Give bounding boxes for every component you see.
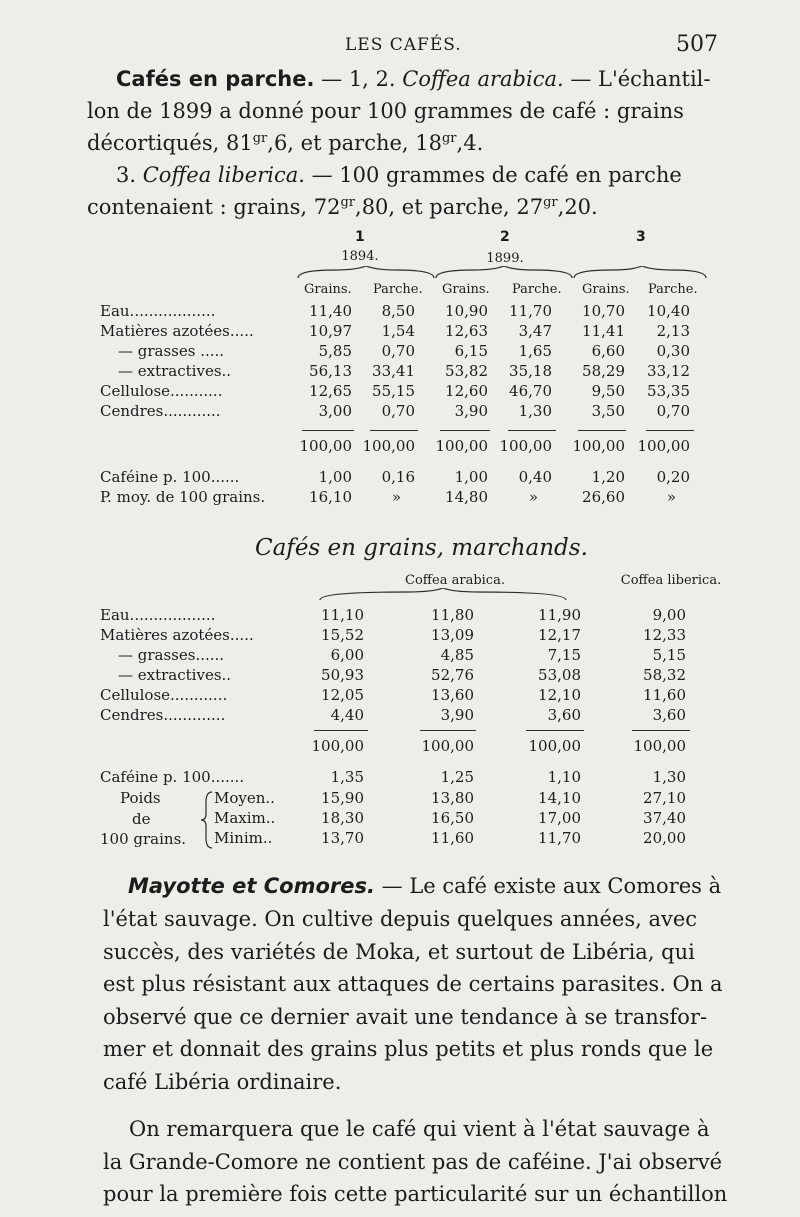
mayotte-line: observé que ce dernier avait une tendance à se transfor- bbox=[103, 1004, 708, 1029]
cell-value: 12,65 bbox=[309, 382, 352, 400]
cell-value: 11,80 bbox=[431, 606, 474, 624]
cell-value: 1,30 bbox=[652, 768, 686, 786]
cell-value: 12,10 bbox=[538, 686, 581, 704]
cell-value: 11,40 bbox=[309, 302, 352, 320]
cell-value: » bbox=[528, 488, 538, 506]
cell-value: 12,33 bbox=[643, 626, 686, 644]
sum-rule bbox=[370, 430, 418, 431]
cell-value: 1,20 bbox=[591, 468, 625, 486]
col-index-1: 1 bbox=[355, 229, 365, 245]
cell-value: 37,40 bbox=[643, 809, 686, 827]
cell-value: 1,25 bbox=[440, 768, 474, 786]
cell-value: 5,85 bbox=[318, 342, 352, 360]
group-coffea-liberica: Coffea liberica. bbox=[620, 573, 722, 588]
closing-line: pour la première fois cette particularité sur un échantillon bbox=[103, 1182, 728, 1206]
cell-value: 10,70 bbox=[582, 302, 625, 320]
mayotte-line-1: Mayotte et Comores. — Le café existe aux Comores à bbox=[128, 874, 722, 898]
col-index-2: 2 bbox=[500, 229, 510, 245]
cell-value: 0,16 bbox=[381, 468, 415, 486]
cell-value: 3,00 bbox=[318, 402, 352, 420]
sum-rule bbox=[302, 430, 354, 431]
cell-value: 15,90 bbox=[321, 789, 364, 807]
row-label: Minim.. bbox=[214, 829, 273, 847]
total-value: 100,00 bbox=[633, 737, 686, 755]
subheader-parche: Parche. bbox=[512, 282, 562, 297]
cell-value: 10,97 bbox=[309, 322, 352, 340]
subheader-grains: Grains. bbox=[582, 282, 630, 297]
total-value: 100,00 bbox=[362, 437, 415, 455]
sum-rule bbox=[578, 430, 626, 431]
cell-value: 55,15 bbox=[372, 382, 415, 400]
cell-value: 13,60 bbox=[431, 686, 474, 704]
arabica-group-brace bbox=[318, 588, 568, 602]
cell-value: 53,08 bbox=[538, 666, 581, 684]
row-label: Caféine p. 100...... bbox=[100, 468, 240, 486]
cell-value: 0,70 bbox=[381, 342, 415, 360]
cell-value: 16,10 bbox=[309, 488, 352, 506]
cell-value: 35,18 bbox=[509, 362, 552, 380]
mayotte-line: l'état sauvage. On cultive depuis quelques années, avec bbox=[103, 907, 698, 931]
subheader-grains: Grains. bbox=[442, 282, 490, 297]
cell-value: 7,15 bbox=[547, 646, 581, 664]
row-label: — grasses...... bbox=[118, 646, 225, 664]
cell-value: 2,13 bbox=[656, 322, 690, 340]
cell-value: 3,90 bbox=[454, 402, 488, 420]
row-label: Cellulose............ bbox=[100, 686, 228, 704]
sum-rule bbox=[632, 730, 690, 731]
closing-line: On remarquera que le café qui vient à l'état sauvage à bbox=[129, 1117, 710, 1141]
row-label: Eau.................. bbox=[100, 302, 216, 320]
poids-label-2: de bbox=[132, 810, 151, 828]
mayotte-line: mer et donnait des grains plus petits et plus ronds que le bbox=[103, 1037, 714, 1061]
cell-value: 27,10 bbox=[643, 789, 686, 807]
cell-value: 58,29 bbox=[582, 362, 625, 380]
row-label: Matières azotées..... bbox=[100, 322, 254, 340]
cell-value: 17,00 bbox=[538, 809, 581, 827]
cell-value: 10,90 bbox=[445, 302, 488, 320]
cell-value: 1,30 bbox=[518, 402, 552, 420]
cell-value: 9,00 bbox=[652, 606, 686, 624]
cell-value: 1,10 bbox=[547, 768, 581, 786]
cell-value: 50,93 bbox=[321, 666, 364, 684]
cell-value: 1,35 bbox=[330, 768, 364, 786]
sum-rule bbox=[420, 730, 476, 731]
cell-value: 13,09 bbox=[431, 626, 474, 644]
poids-label-3: 100 grains. bbox=[100, 830, 187, 848]
row-label: Matières azotées..... bbox=[100, 626, 254, 644]
year-1899: 1899. bbox=[486, 251, 524, 266]
cell-value: 20,00 bbox=[643, 829, 686, 847]
cell-value: 14,10 bbox=[538, 789, 581, 807]
poids-brace bbox=[200, 790, 214, 850]
cell-value: 3,60 bbox=[652, 706, 686, 724]
mayotte-line: succès, des variétés de Moka, et surtout de Libéria, qui bbox=[103, 939, 695, 964]
cell-value: 4,85 bbox=[440, 646, 474, 664]
cell-value: 11,70 bbox=[538, 829, 581, 847]
cell-value: 53,82 bbox=[445, 362, 488, 380]
year-1894: 1894. bbox=[341, 249, 379, 264]
total-value: 100,00 bbox=[299, 437, 352, 455]
intro-line-4: 3. Coffea liberica. — 100 grammes de café en parche bbox=[116, 163, 682, 187]
cell-value: 58,32 bbox=[643, 666, 686, 684]
sum-rule bbox=[440, 430, 490, 431]
intro-line-5: contenaient : grains, $72^{gr},80$, et parche, $27^{gr},20$. bbox=[87, 195, 598, 219]
group-coffea-arabica: Coffea arabica. bbox=[405, 573, 505, 588]
row-label: Eau.................. bbox=[100, 606, 216, 624]
heading-cafes-en-parche: Cafés en parche. bbox=[116, 67, 315, 91]
cell-value: 13,80 bbox=[431, 789, 474, 807]
cell-value: 1,54 bbox=[381, 322, 415, 340]
cell-value: 3,50 bbox=[591, 402, 625, 420]
cell-value: 33,41 bbox=[372, 362, 415, 380]
cell-value: 18,30 bbox=[321, 809, 364, 827]
cell-value: 11,60 bbox=[431, 829, 474, 847]
poids-label-1: Poids bbox=[120, 789, 161, 807]
sum-rule bbox=[508, 430, 556, 431]
running-title: LES CAFÉS. bbox=[345, 35, 462, 55]
cell-value: 11,41 bbox=[582, 322, 625, 340]
row-label: Moyen.. bbox=[214, 789, 275, 807]
cell-value: » bbox=[666, 488, 676, 506]
cell-value: 56,13 bbox=[309, 362, 352, 380]
subheader-parche: Parche. bbox=[648, 282, 698, 297]
cell-value: 11,90 bbox=[538, 606, 581, 624]
cell-value: 46,70 bbox=[509, 382, 552, 400]
cell-value: 0,20 bbox=[656, 468, 690, 486]
section-title-cafes-en-grains: Cafés en grains, marchands. bbox=[255, 535, 588, 561]
cell-value: 0,70 bbox=[656, 402, 690, 420]
total-value: 100,00 bbox=[435, 437, 488, 455]
cell-value: 4,40 bbox=[330, 706, 364, 724]
total-value: 100,00 bbox=[421, 737, 474, 755]
cell-value: 8,50 bbox=[381, 302, 415, 320]
col-index-3: 3 bbox=[636, 229, 646, 245]
sum-rule bbox=[314, 730, 368, 731]
row-label: Caféine p. 100....... bbox=[100, 768, 245, 786]
cell-value: 11,10 bbox=[321, 606, 364, 624]
mayotte-line: est plus résistant aux attaques de certains parasites. On a bbox=[103, 972, 723, 996]
page-number: 507 bbox=[676, 32, 718, 57]
cell-value: 12,05 bbox=[321, 686, 364, 704]
row-label: Cendres............ bbox=[100, 402, 221, 420]
total-value: 100,00 bbox=[637, 437, 690, 455]
total-value: 100,00 bbox=[499, 437, 552, 455]
cell-value: 6,00 bbox=[330, 646, 364, 664]
cell-value: 5,15 bbox=[652, 646, 686, 664]
cell-value: 33,12 bbox=[647, 362, 690, 380]
row-label: — extractives.. bbox=[118, 362, 232, 380]
cell-value: 10,40 bbox=[647, 302, 690, 320]
cell-value: 16,50 bbox=[431, 809, 474, 827]
mayotte-line: café Libéria ordinaire. bbox=[103, 1069, 342, 1094]
cell-value: 0,40 bbox=[518, 468, 552, 486]
row-label: — extractives.. bbox=[118, 666, 232, 684]
cell-value: 12,60 bbox=[445, 382, 488, 400]
cell-value: 52,76 bbox=[431, 666, 474, 684]
cell-value: 1,00 bbox=[454, 468, 488, 486]
cell-value: 12,17 bbox=[538, 626, 581, 644]
intro-line-2: lon de 1899 a donné pour 100 grammes de café : grains bbox=[87, 99, 684, 123]
subheader-grains: Grains. bbox=[304, 282, 352, 297]
row-label: Cendres............. bbox=[100, 706, 226, 724]
cell-value: » bbox=[391, 488, 401, 506]
cell-value: 0,30 bbox=[656, 342, 690, 360]
cell-value: 3,60 bbox=[547, 706, 581, 724]
total-value: 100,00 bbox=[311, 737, 364, 755]
cell-value: 14,80 bbox=[445, 488, 488, 506]
cell-value: 11,60 bbox=[643, 686, 686, 704]
intro-line-3: décortiqués, $81^{gr},6$, et parche, $18^{gr},4$. bbox=[87, 131, 484, 155]
cell-value: 3,90 bbox=[440, 706, 474, 724]
intro-line-1: Cafés en parche. — 1, 2. Coffea arabica. — L'échantil- bbox=[116, 67, 711, 91]
heading-mayotte-et-comores: Mayotte et Comores. bbox=[128, 874, 375, 898]
row-label: Cellulose........... bbox=[100, 382, 223, 400]
cell-value: 26,60 bbox=[582, 488, 625, 506]
cell-value: 53,35 bbox=[647, 382, 690, 400]
closing-line: la Grande-Comore ne contient pas de caféine. J'ai observé bbox=[103, 1149, 723, 1174]
subheader-parche: Parche. bbox=[373, 282, 423, 297]
cell-value: 6,60 bbox=[591, 342, 625, 360]
sum-rule bbox=[526, 730, 584, 731]
total-value: 100,00 bbox=[528, 737, 581, 755]
cell-value: 1,65 bbox=[518, 342, 552, 360]
cell-value: 6,15 bbox=[454, 342, 488, 360]
column-group-braces bbox=[296, 266, 708, 280]
row-label: Maxim.. bbox=[214, 809, 276, 827]
cell-value: 9,50 bbox=[591, 382, 625, 400]
cell-value: 11,70 bbox=[509, 302, 552, 320]
row-label: P. moy. de 100 grains. bbox=[100, 488, 266, 506]
cell-value: 0,70 bbox=[381, 402, 415, 420]
cell-value: 1,00 bbox=[318, 468, 352, 486]
sum-rule bbox=[646, 430, 694, 431]
row-label: — grasses ..... bbox=[118, 342, 225, 360]
cell-value: 13,70 bbox=[321, 829, 364, 847]
cell-value: 12,63 bbox=[445, 322, 488, 340]
cell-value: 15,52 bbox=[321, 626, 364, 644]
total-value: 100,00 bbox=[572, 437, 625, 455]
cell-value: 3,47 bbox=[518, 322, 552, 340]
